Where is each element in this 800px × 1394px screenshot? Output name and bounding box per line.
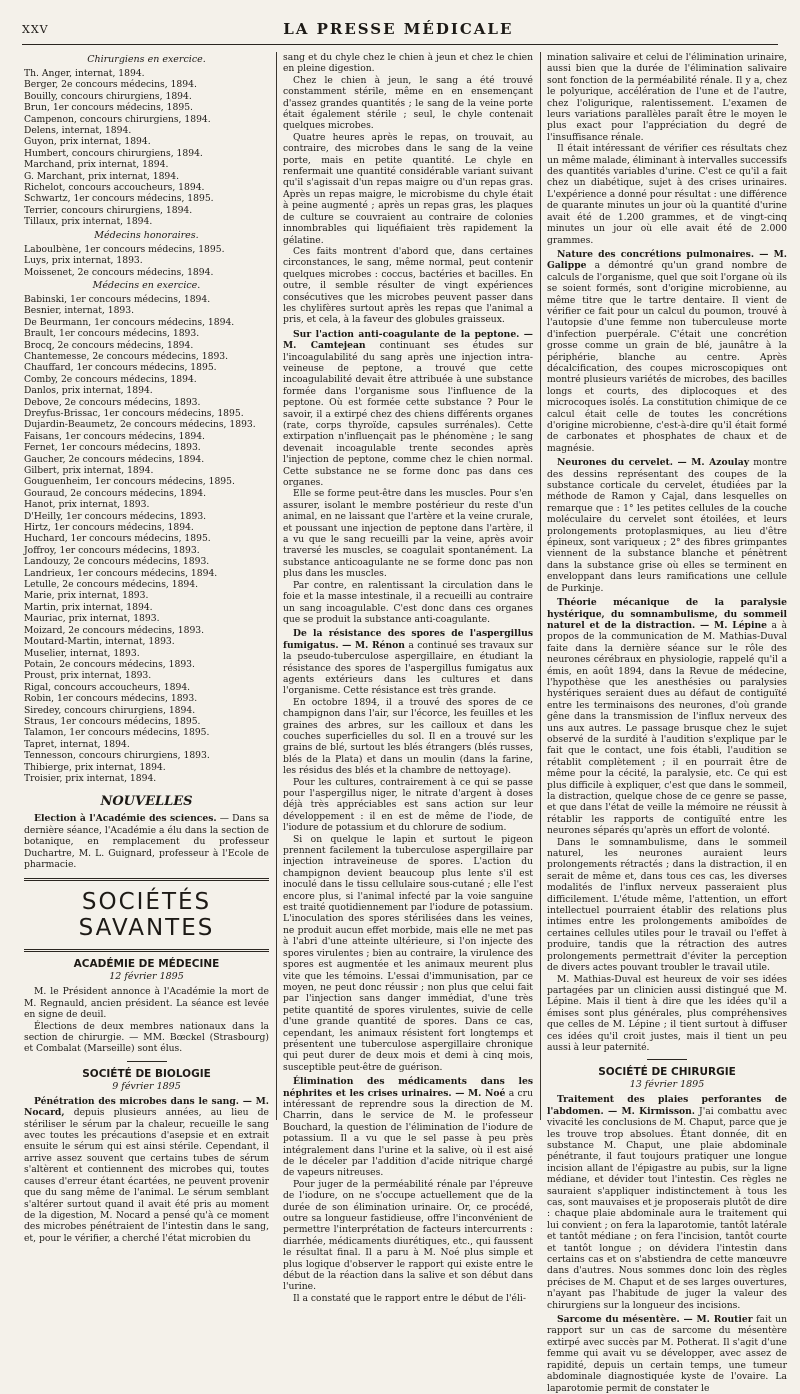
academie-paragraph-2: Élections de deux membres nationaux dans la section de chirurgie. — MM. Bœckel (Strasbourg) et Combalat (Marseille) sont élus. [24,1020,269,1055]
list-item: Terrier, concours chirurgiens, 1894. [24,204,193,216]
col2-paragraph-8: Pour les cultures, contrairement à ce qui se passe pour l'aspergillus niger, le nitrate d'argent à doses déjà très appréciables est sans action sur leur développement : il en est de même de l'iode, de l'iodure de potassium et du chlorure de sodium. [283,776,533,834]
sarcome-lead: Sarcome du mésentère. — M. Routier [557,1314,753,1326]
list-item: Gouguenheim, 1er concours médecins, 1895. [24,476,235,488]
col3-paragraph-1: mination salivaire et celui de l'élimination urinaire, aussi bien que la durée de l'élimination salivaire sont fonction de la perméabilité rénale. Il y a, chez le polyurique, accélération de l'une et de l'autre, chez l'oligurique, ralentissement. L'examen de leurs variations parallèles paraît être le moyen le plus exact pour l'appréciation du degré de l'insuffisance rénale. [547,52,787,143]
peptone-text: continuant ses études sur l'incoagulabilité du sang après une injection intra-veineuse de peptone, a trouvé que cette incoagulabilité devait être attribuée à une substance formée dans l'organisme sous l'influence de la peptone. Où est formée cette substance ? Pour le savoir, il a extirpé chez des chiens différents organes (rate, corps thyroïde, capsules surrénales). Cette extirpation n'influençait pas le phénomène ; le sang devenait incoagulable trente secondes après l'injection de peptone, comme chez le chien normal. Cette substance ne se forme donc pas dans ces organes. [283,340,533,489]
list-item: D'Heilly, 1er concours médecins, 1893. [24,510,207,522]
column-3 [547,52,788,1394]
list-item: Babinski, 1er concours médecins, 1894. [24,293,211,305]
list-item: Debove, 2e concours médecins, 1893. [24,396,201,408]
list-item: Joffroy, 1er concours médecins, 1893. [24,544,200,556]
chirurgiens-heading: Chirurgiens en exercice. [87,54,206,65]
list-item: Richelot, concours accoucheurs, 1894. [24,182,205,194]
list-item: Bouilly, concours chirurgiens, 1894. [24,90,192,102]
list-item: Berger, 2e concours médecins, 1894. [24,79,197,91]
list-item: Troisier, prix internat, 1894. [24,772,157,784]
list-item: Humbert, concours chirurgiens, 1894. [24,147,203,159]
col2-paragraph-3: Quatre heures après le repas, on trouvait, au contraire, des microbes dans le sang de la veine porte, mais en petite quantité. Le chyle en renfermait une quantité considérable variant suivant qu'il s'agissait d'un repas maigre ou d'un repas gras. Après un repas maigre, le microbisme du chyle était à peine augmenté ; après un repas gras, les plaques de culture se couvraient au contraire de colonies innombrables qui liquéfiaient très rapidement la gélatine. [283,131,533,246]
column-divider-2 [540,52,541,1120]
chirurgie-heading: SOCIÉTÉ DE CHIRURGIE [598,1066,736,1079]
neurones-lead: Neurones du cervelet. — M. Azoulay [557,457,750,469]
column-divider-1 [276,52,277,1120]
list-item: Potain, 2e concours médecins, 1893. [24,658,195,670]
list-item: Brocq, 2e concours médecins, 1894. [24,339,194,351]
biologie-date: 9 février 1895 [112,1080,181,1092]
list-item: Campenon, concours chirurgiens, 1894. [24,113,211,125]
plaies-lead: Traitement des plaies perforantes de l'abdomen. — M. Kirmisson. [547,1094,787,1117]
list-item: Brun, 1er concours médecins, 1895. [24,102,193,114]
list-item: Dreyfus-Brissac, 1er concours médecins, 1895. [24,407,244,419]
neurones-text: montre des dessins représentant des coupes de la substance corticale du cervelet, étudiées par la méthode de Ramon y Cajal, dans lesquelles on remarque que : 1° les petites cellules de la couche moléculaire du cervelet sont étoilées, et leurs prolongements protoplasmiques, au lieu d'être épineux, sont variqueux ; 2° des fibres grimpantes viennent de la substance blanche et pénètrent dans la substance grise où elles se terminent en enveloppant dans leurs ramifications une cellule de Purkinje. [547,457,787,594]
list-item: Gilbert, prix internat, 1894. [24,465,154,476]
list-item: Chantemesse, 2e concours médecins, 1893. [24,350,229,362]
col2-paragraph-7: En octobre 1894, il a trouvé des spores de ce champignon dans l'air, sur l'écorce, les feuilles et les graines des arbres, sur les cailloux et dans les couches superficielles du sol. Il en a trouvé sur les grains de blé, surtout les blés étrangers (blés russes, blés de la Plata) et dans un moulin (dans la farine, les résidus des blés et la chambre de nettoyage). [283,696,533,777]
list-item: Landouzy, 2e concours médecins, 1893. [24,556,210,568]
list-item: Chauffard, 1er concours médecins, 1895. [24,362,217,374]
list-item: Guyon, prix internat, 1894. [24,136,151,148]
journal-title: LA PRESSE MÉDICALE [283,20,514,38]
paralysie-lead: Théorie mécanique de la paralysie hystérique, du somnambulisme, du sommeil naturel et de la distraction. — M. Lépine [547,597,787,631]
list-item: Talamon, 1er concours médecins, 1895. [24,727,210,739]
medicaments-text: a cru intéressant de reprendre sous la direction de M. Charrin, dans le service de M. le professeur Bouchard, la question de l'élimination de l'iodure de potassium. Il a vu que le sel passe à peu près intégralement dans l'urine et la salive, où il est aisé de le déceler par l'addition d'acide nitrique chargé de vapeurs nitreuses. [283,1087,533,1179]
list-item: Moizard, 2e concours médecins, 1893. [24,624,205,636]
academie-date: 12 février 1895 [109,971,184,983]
peptone-lead: Sur l'action anti-coagulante de la peptone. — M. Camtejean [283,328,533,352]
list-item: Hirtz, 1er concours médecins, 1894. [24,522,194,534]
list-item: Moutard-Martin, internat, 1893. [24,636,175,648]
column-1 [24,52,270,1244]
list-item: G. Marchant, prix internat, 1894. [24,170,180,182]
col2-paragraph-11: Il a constaté que le rapport entre le début de l'éli- [293,1292,526,1304]
list-item: Straus, 1er concours médecins, 1895. [24,715,201,727]
list-item: Marie, prix internat, 1893. [24,590,149,602]
concretions-text: a démontré qu'un grand nombre de calculs de l'organisme, quel que soit l'organe où ils se soient formés, sont d'origine microbienne, au même titre que le tartre dentaire. Il vient de vérifier ce fait pour un calcul du poumon, trouvé à l'autopsie d'une femme non tuberculeuse morte d'infection puerpérale. C'était une concrétion grosse comme un grain de blé, jaunâtre à la périphérie, blanche au centre. Après décalcification, des coupes microscopiques ont montré plusieurs variétés de microbes, des bacilles longs et courts, des diplocoques et des microcoques isolés. La constitution chimique de ce calcul était celle de toutes les concrétions d'origine microbienne, c'est-à-dire qu'il était formé de carbonates et phosphates de chaux et de magnésie. [547,260,787,454]
concretions-article [547,249,787,454]
list-item: Laboulbène, 1er concours médecins, 1895. [24,243,225,255]
medicaments-article [283,1076,533,1179]
list-item: Huchard, 1er concours médecins, 1895. [24,533,211,545]
list-item: Brault, 1er concours médecins, 1893. [24,328,200,340]
list-item: Fernet, 1er concours médecins, 1893. [24,442,201,454]
list-item: Mauriac, prix internat, 1893. [24,613,160,625]
page-number: XXV [22,22,49,36]
list-item: Tennesson, concours chirurgiens, 1893. [24,750,210,762]
list-item: Hanot, prix internat, 1893. [24,499,150,511]
peptone-article [283,329,533,489]
list-item: Danlos, prix internat, 1894. [24,385,153,397]
honoraires-heading: Médecins honoraires. [94,229,199,241]
societes-heading: SOCIÉTÉS SAVANTES [78,889,215,942]
paralysie-text: a à propos de la communication de M. Mathias-Duval faite dans la dernière séance sur le rôle des neurones cérébraux en physiologie, rappelé qu'il a émis, en août 1894, dans la Revue de médecine, l'hypothèse que les anesthésies ou paralysies hystériques seraient dues au défaut de contiguïté entre les terminaisons des neurones, d'où grande gêne dans la transmission de l'influx nerveux des uns aux autres. Le passage brusque chez le sujet observé de la surdité à l'audition s'explique par le fait que le contact, une fois établi, l'audition se rétablit complètement ; il en pourrait être de même pour la cécité, la paralysie, etc. Ce qui est plus difficile à expliquer, c'est que dans le sommeil, la distraction, quelque chose de ce genre se passe, et que dans l'état de veille la mémoire ne réussit à rétablir les rapports de contiguïté entre les neurones séparés qu'après un effort de volonté. [547,619,788,837]
short-rule-col3 [647,1059,687,1060]
chirurgiens-list [24,68,269,228]
nouvelles-heading: NOUVELLES [100,794,193,810]
list-item: Landrieux, 1er concours médecins, 1894. [24,567,218,579]
col2-paragraph-2: Chez le chien à jeun, le sang a été trouvé constamment stérile, même en en ensemençant d'assez grandes quantités ; le sang de la veine porte était également stérile ; seul, le chyle contenait quelques microbes. [283,74,533,132]
paralysie-article [547,597,787,837]
list-item: Schwartz, 1er concours médecins, 1895. [24,193,214,205]
concretions-lead: Nature des concrétions pulmonaires. — M. Galippe [547,248,787,272]
list-item: Thibierge, prix internat, 1894. [24,761,166,773]
neurones-article [547,457,787,594]
col2-paragraph-1: sang et du chyle chez le chien à jeun et chez le chien en pleine digestion. [283,52,533,75]
col2-paragraph-6: Par contre, en ralentissant la circulation dans le foie et la masse intestinale, il a recueilli au contraire un sang incoagulable. C'est donc dans ces organes que se produit la substance anti-coagulante. [283,579,533,625]
sarcome-article [547,1314,787,1394]
biologie-heading: SOCIÉTÉ DE BIOLOGIE [82,1067,211,1080]
list-item: De Beurmann, 1er concours médecins, 1894. [24,316,235,328]
col2-paragraph-4: Ces faits montrent d'abord que, dans certaines circonstances, le sang, même normal, peut contenir quelques microbes : coccus, bactéries et bacilles. En outre, il semble résulter de vingt expériences consécutives que les microbes peuvent passer dans les chylifères surtout après les repas que l'animal a pris, et cela, à la faveur des globules graisseux. [283,245,533,326]
aspergillus-lead: De la résistance des spores de l'aspergillus fumigatus. — M. Rénon [283,628,533,651]
col2-paragraph-5: Elle se forme peut-être dans les muscles. Pour s'en assurer, isolant le membre postérieur du reste d'un animal, en ne laissant que l'artère et la veine crurale, et poussant une injection de peptone dans l'artère, il a vu que le sang recueilli par la veine, après avoir traversé les muscles, se coagulait spontanément. La substance anticoagulante ne se forme donc pas non plus dans les muscles. [283,488,533,580]
col2-paragraph-9: Si on quelque le lapin et surtout le pigeon prennent facilement la tuberculose aspergillaire par injection intraveineuse de spores. L'action du champignon devient beaucoup plus lente s'il est inoculé dans le tissu cellulaire sous-cutané ; elle l'est encore plus, si l'animal infecté par la voie sanguine est traité quotidiennement par l'iodure de potassium. L'inoculation des spores stérilisées dans les veines, ne produit aucun effet morbide, mais elle ne met pas à l'abri d'une atteinte ultérieure, si l'on injecte des spores virulentes ; bien au contraire, la virulence des spores est augmentée et les animaux meurent plus vite que les témoins. L'essai d'immunisation, par ce moyen, ne peut donc réussir ; non plus que celui fait par l'injection sans danger immédiat, d'une très petite quantité de spores virulentes, suivie de celle d'une grande quantité de spores. Dans ce cas, cependant, les animaux résistent fort longtemps et présentent une tuberculose aspergillaire chronique qui peut durer de deux mois et demi à cinq mois, susceptible peut-être de guérison. [283,833,533,1073]
academie-paragraph: M. le Président annonce à l'Académie la mort de M. Regnauld, ancien président. La séance est levée en signe de deuil. [24,986,269,1021]
col3-paragraph-3: Dans le somnambulisme, dans le sommeil naturel, les neurones auraient leurs prolongements rétractés ; dans la distraction, il en serait de même et, dans tous ces cas, les diverses modalités de l'influx nerveux passeraient plus difficilement. L'étude même, l'attention, un effort intellectuel pourraient établir des relations plus intimes entre les prolongements amiboïdes de certaines cellules utiles pour le travail ou l'effet à produire, tandis que la rétraction des autres prolongements permettrait d'éviter la perception de divers actes pouvant troubler le travail utile. [547,836,787,974]
list-item: Martin, prix internat, 1894. [24,601,153,613]
list-item: Th. Anger, internat, 1894. [24,68,145,79]
list-item: Robin, 1er concours médecins, 1893. [24,693,198,705]
biologie-lead: Pénétration des microbes dans le sang. — M. Nocard, [24,1095,269,1119]
nouvelles-paragraph [24,813,269,870]
section-rule-2 [24,949,269,952]
section-rule [24,878,269,881]
list-item: Tapret, internat, 1894. [24,738,130,750]
honoraires-list [24,244,269,278]
list-item: Dujardin-Beaumetz, 2e concours médecins, 1893. [24,419,256,431]
header-rule [22,44,778,45]
col2-paragraph-10: Pour juger de la perméabilité rénale par l'épreuve de l'iodure, on ne s'occupe actuellement que de la durée de son élimination urinaire. Or, ce procédé, outre sa longueur fastidieuse, offre l'inconvénient de permettre l'interprétation de facteurs intercurrents : diarrhée, médicaments diurétiques, etc., qui faussent le résultat final. Il a paru à M. Noé plus simple et plus logique d'observer le rapport qui existe entre le début de la réaction dans la salive et son début dans l'urine. [283,1178,533,1293]
medecins-list [24,294,269,784]
list-item: Gouraud, 2e concours médecins, 1894. [24,487,207,499]
chirurgie-date: 13 février 1895 [629,1079,705,1091]
list-item: Faisans, 1er concours médecins, 1894. [24,430,205,442]
list-item: Tillaux, prix internat, 1894. [24,216,153,228]
aspergillus-article [283,628,533,696]
sarcome-text: fait un rapport sur un cas de sarcome du mésentère extirpé avec succès par M. Potherat. Il s'agit d'une femme qui avait vu se développer, avec assez de rapidité, depuis un certain temps, une tumeur abdominale diagnostiquée kyste de l'ovaire. La laparotomie permit de constater le [547,1314,787,1394]
list-item: Delens, internat, 1894. [24,125,132,137]
list-item: Proust, prix internat, 1893. [24,670,152,682]
academie-heading: ACADÉMIE DE MÉDECINE [73,958,220,971]
list-item: Besnier, internat, 1893. [24,305,135,317]
medicaments-lead: Élimination des médicaments dans les néphrites et les crises urinaires. — M. Noé [283,1076,533,1099]
plaies-text: J'ai combattu avec vivacité les conclusions de M. Chaput, parce que je les trouve trop absolues. Étant donnée, dit en substance M. Chaput, une plaie abdominale pénétrante, il faut toujours pratiquer une longue incision allant de l'épigastre au pubis, sur la ligne médiane, et dévider tout l'intestin. Ces règles ne sauraient s'appliquer indistinctement à tous les cas, sont mauvaises et je proposerais plutôt de dire : chaque plaie abdominale aura le traitement qui lui convient ; on fera la laparotomie, tantôt latérale et tantôt médiane ; on fera l'incision, tantôt courte et tantôt longue ; on dévidera l'intestin dans certains cas et on s'abstiendra de cette manœuvre dans d'autres. Nous sommes donc loin des règles précises de M. Chaput et de ses larges ouvertures, n'ayant pas l'habitude de juger la valeur des chirurgiens sur la longueur des incisions. [547,1105,787,1311]
list-item: Luys, prix internat, 1893. [24,255,143,267]
list-item: Muselier, internat, 1893. [24,647,140,659]
list-item: Siredey, concours chirurgiens, 1894. [24,704,196,716]
list-item: Rigal, concours accoucheurs, 1894. [24,681,191,693]
list-item: Gaucher, 2e concours médecins, 1894. [24,453,205,465]
list-item: Marchand, prix internat, 1894. [24,159,169,171]
plaies-article [547,1094,787,1311]
column-2 [283,52,534,1304]
nouvelles-lead: Election à l'Académie des sciences. [34,813,217,825]
medecins-heading: Médecins en exercice. [92,279,201,291]
aspergillus-text: a continué ses travaux sur la pseudo-tuberculose aspergillaire, en étudiant la résistance des spores de l'aspergillus fumigatus aux agents extérieurs dans les cultures et dans l'organisme. Cette résistance est très grande. [283,639,534,697]
list-item: Letulle, 2e concours médecins, 1894. [24,579,199,591]
biologie-text: depuis plusieurs années, au lieu de stériliser le sérum par la chaleur, recueille le sang avec toutes les précautions d'asepsie et en extrait ensuite le sérum qui est ainsi stérile. Cependant, il arrive assez souvent que certains tubes de sérum s'altèrent et contiennent des microbes qui, toutes causes d'erreur étant écartées, ne peuvent provenir que du sang même de l'animal. Le sérum semblant s'altérer surtout quand il avait été pris au moment de la digestion, M. Nocard a pensé qu'à ce moment des microbes pénétraient de l'intestin dans le sang, et, pour le vérifier, a cherché l'état microbien du [24,1107,269,1244]
biologie-paragraph [24,1096,269,1244]
page-header [22,18,778,40]
list-item: Comby, 2e concours médecins, 1894. [24,373,197,385]
nouvelles-text: — Dans sa dernière séance, l'Académie a élu dans la section de botanique, en remplacement du professeur Duchartre, M. L. Guignard, professeur à l'Ecole de pharmacie. [24,813,270,870]
col3-paragraph-4: M. Mathias-Duval est heureux de voir ses idées partagées par un clinicien aussi distingué que M. Lépine. Mais il tient à dire que les idées qu'il a émises sont plus générales, plus compréhensives que celles de M. Lépine ; il tient surtout à diffuser ces idées qu'il croit justes, mais il tient un peu aussi à leur paternité. [547,973,787,1053]
list-item: Moissenet, 2e concours médecins, 1894. [24,266,214,278]
col3-paragraph-2: Il était intéressant de vérifier ces résultats chez un même malade, éliminant à intervalles successifs des quantités variables d'urine. C'est ce qu'il a fait chez un diabétique, sujet à des crises urinaires. L'expérience a donné pour résultat : une différence de quarante minutes un jour où la quantité d'urine avait été de 1.200 grammes, et de vingt-cinq minutes un jour où elle avait été de 2.000 grammes. [547,143,787,246]
short-rule [127,1061,167,1062]
